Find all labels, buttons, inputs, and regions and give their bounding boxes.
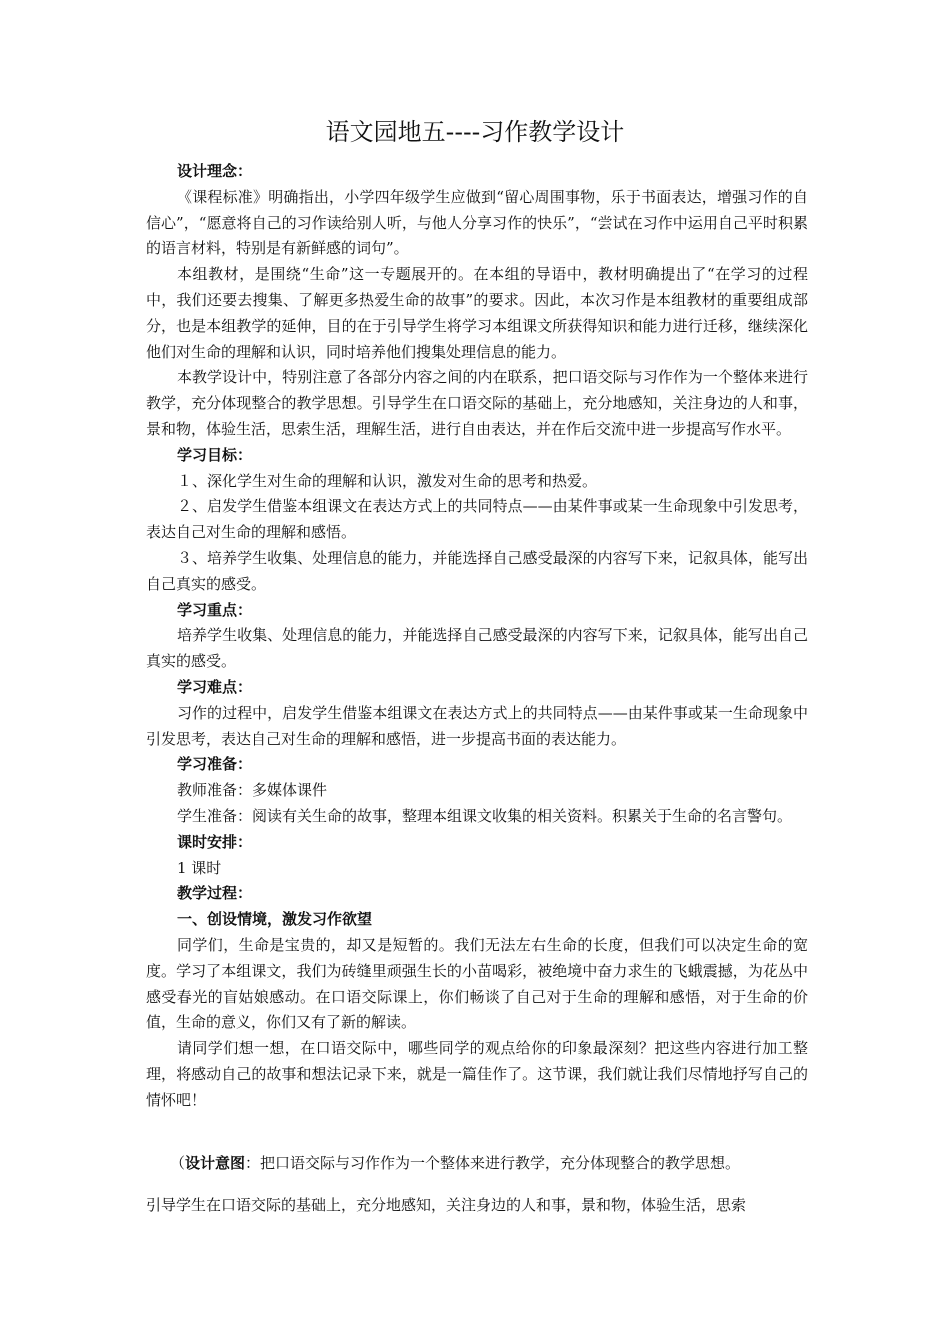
section-heading-key-points: 学习重点：: [177, 600, 253, 619]
design-intent-line: 引导学生在口语交际的基础上，充分地感知，关注身边的人和事，景和物，体验生活，思索: [146, 1196, 747, 1214]
section-heading-schedule: 课时安排：: [177, 832, 253, 851]
note-label: 设计意图: [185, 1154, 246, 1172]
section-heading-difficulties: 学习难点：: [177, 677, 253, 696]
teacher-preparation: 教师准备：多媒体课件: [177, 781, 328, 800]
paragraph: 同学们，生命是宝贵的，却又是短暂的。我们无法左右生命的长度，但我们可以决定生命的宽度。学习了本组课文，我们为砖缝里顽强生长的小苗喝彩，被绝境中奋力求生的飞蛾震撼，为花丛中感受春光的盲姑娘感动。在口语交际课上，你们畅谈了自己对于生命的理解和感悟，对于生命的价值，生命的意义，你们又有了新的解读。: [146, 935, 808, 1032]
section-heading-learning-goals: 学习目标：: [177, 445, 253, 464]
section-heading-design-concept: 设计理念：: [177, 162, 253, 180]
section-heading-preparation: 学习准备：: [177, 755, 253, 774]
goal-item: ２、启发学生借鉴本组课文在表达方式上的共同特点——由某件事或某一生命现象中引发思考，表达自己对生命的理解和感悟。: [146, 497, 808, 542]
goal-item: １、深化学生对生命的理解和认识，激发对生命的思考和热爱。: [177, 471, 598, 490]
page-title: 语文园地五----习作教学设计: [325, 118, 625, 146]
design-intent-line: [146, 1152, 822, 1174]
paragraph: 请同学们想一想，在口语交际中，哪些同学的观点给你的印象最深刻？把这些内容进行加工整理，将感动自己的故事和想法记录下来，就是一篇佳作了。这节课，我们就让我们尽情地抒写自己的情怀吧！: [146, 1039, 808, 1109]
note-paren: （: [170, 1154, 186, 1172]
paragraph: 本组教材，是围绕“生命”这一专题展开的。在本组的导语中，教材明确提出了“在学习的过程中，我们还要去搜集、了解更多热爱生命的故事”的要求。因此，本次习作是本组教材的重要组成部分，也是本组教学的延伸，目的在于引导学生将学习本组课文所获得知识和能力进行迁移，继续深化他们对生命的理解和认识，同时培养他们搜集处理信息的能力。: [146, 265, 808, 361]
paragraph: 习作的过程中，启发学生借鉴本组课文在表达方式上的共同特点——由某件事或某一生命现象中引发思考，表达自己对生命的理解和感悟，进一步提高书面的表达能力。: [146, 703, 808, 748]
note-text: ：把口语交际与习作作为一个整体来进行教学，充分体现整合的教学思想。: [245, 1154, 741, 1172]
paragraph: 本教学设计中，特别注意了各部分内容之间的内在联系，把口语交际与习作作为一个整体来进行教学，充分体现整合的教学思想。引导学生在口语交际的基础上，充分地感知，关注身边的人和事，景和物，体验生活，思索生活，理解生活，进行自由表达，并在作后交流中进一步提高写作水平。: [146, 368, 808, 438]
schedule-text: 1 课时: [177, 858, 222, 877]
design-intent-note: [146, 1152, 822, 1216]
section-heading-process: 教学过程：: [177, 884, 253, 903]
paragraph: 《课程标准》明确指出，小学四年级学生应做到“留心周围事物，乐于书面表达，增强习作的自信心”，“愿意将自己的习作读给别人听，与他人分享习作的快乐”，“尝试在习作中运用自己平时积累的语言材料，特别是有新鲜感的词句”。: [146, 187, 808, 258]
process-step-heading: 一、创设情境，激发习作欲望: [177, 910, 373, 929]
document-body: [146, 159, 808, 1113]
paragraph: 培养学生收集、处理信息的能力，并能选择自己感受最深的内容写下来，记叙具体，能写出自己真实的感受。: [146, 626, 808, 671]
goal-item: ３、培养学生收集、处理信息的能力，并能选择自己感受最深的内容写下来，记叙具体，能写出自己真实的感受。: [146, 548, 808, 593]
student-preparation: 学生准备：阅读有关生命的故事，整理本组课文收集的相关资料。积累关于生命的名言警句。: [177, 806, 793, 825]
